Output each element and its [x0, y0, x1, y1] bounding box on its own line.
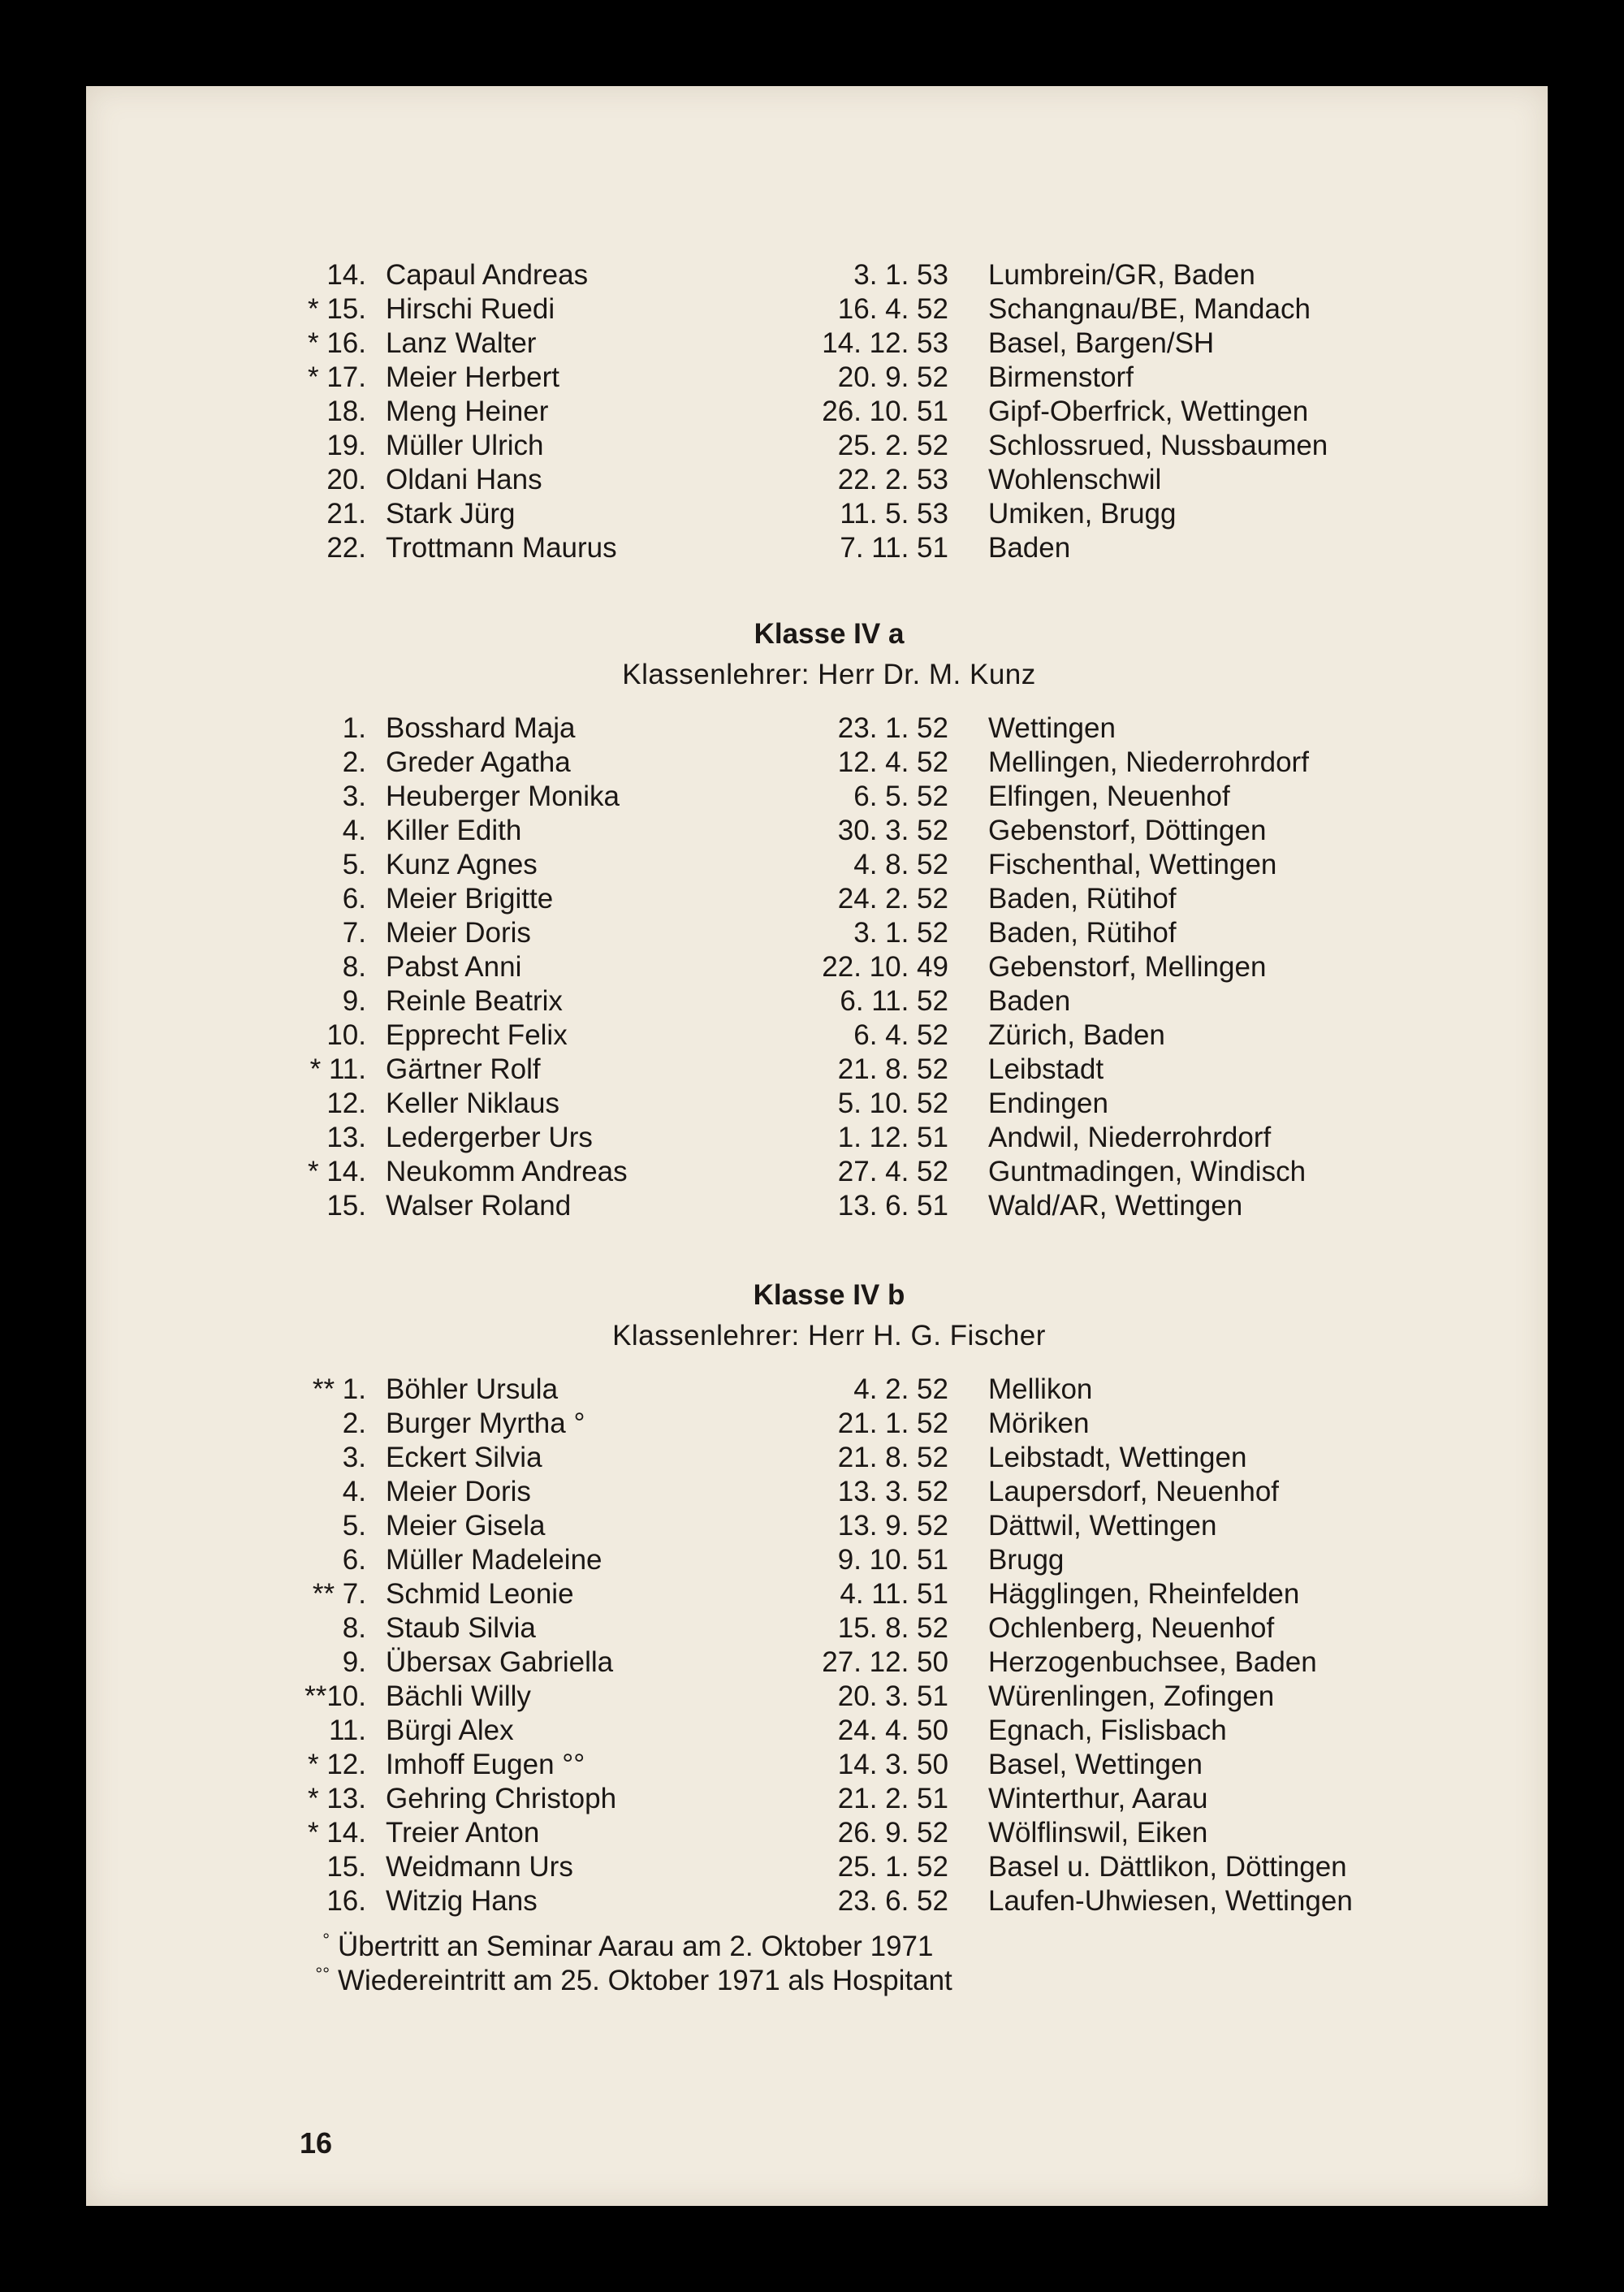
- entry-name: Müller Madeleine: [386, 1544, 603, 1576]
- entry-place: Dättwil, Wettingen: [988, 1510, 1217, 1542]
- list-row: [86, 780, 1548, 814]
- entry-number: 14.: [326, 259, 366, 291]
- entry-place: Möriken: [988, 1408, 1090, 1439]
- entry-number: * 15.: [308, 293, 366, 325]
- list-row: [86, 463, 1548, 497]
- entry-date: 11. 5. 53: [840, 498, 948, 530]
- entry-place: Zürich, Baden: [988, 1019, 1165, 1051]
- entry-place: Schlossrued, Nussbaumen: [988, 430, 1328, 461]
- entry-place: Basel, Bargen/SH: [988, 327, 1215, 359]
- entry-name: Böhler Ursula: [386, 1373, 559, 1405]
- list-row: [86, 1441, 1548, 1475]
- entry-date: 20. 9. 52: [837, 361, 948, 393]
- entry-place: Umiken, Brugg: [988, 498, 1177, 530]
- entry-name: Eckert Silvia: [386, 1442, 542, 1473]
- list-row: [86, 848, 1548, 882]
- entry-date: 14. 3. 50: [837, 1749, 948, 1780]
- entry-number: * 14.: [308, 1156, 366, 1187]
- entry-number: * 14.: [308, 1817, 366, 1849]
- entry-number: 21.: [326, 498, 366, 530]
- entry-name: Imhoff Eugen °°: [386, 1749, 585, 1780]
- document-page: [86, 86, 1548, 2206]
- entry-place: Wald/AR, Wettingen: [988, 1190, 1243, 1222]
- list-row: [86, 916, 1548, 950]
- entry-place: Wölflinswil, Eiken: [988, 1817, 1208, 1849]
- section-heading: Klasse IV a: [754, 618, 905, 650]
- entry-place: Basel, Wettingen: [988, 1749, 1203, 1780]
- entry-name: Kunz Agnes: [386, 849, 538, 880]
- entry-place: Leibstadt, Wettingen: [988, 1442, 1247, 1473]
- entry-name: Meier Brigitte: [386, 883, 554, 915]
- entry-place: Baden: [988, 532, 1071, 564]
- entry-number: 18.: [326, 396, 366, 427]
- list-row: [86, 1714, 1548, 1748]
- section-heading: Klasse IV b: [753, 1279, 905, 1311]
- entry-number: 15.: [326, 1190, 366, 1222]
- list-row: [86, 1407, 1548, 1441]
- entry-place: Mellikon: [988, 1373, 1093, 1405]
- entry-number: 8.: [342, 951, 366, 983]
- entry-date: 27. 12. 50: [822, 1646, 948, 1678]
- list-row: [86, 395, 1548, 429]
- entry-place: Hägglingen, Rheinfelden: [988, 1578, 1300, 1610]
- list-row: [86, 1850, 1548, 1884]
- list-row: [86, 1748, 1548, 1782]
- entry-place: Laufen-Uhwiesen, Wettingen: [988, 1885, 1353, 1917]
- entry-name: Trottmann Maurus: [386, 532, 617, 564]
- entry-number: 19.: [326, 430, 366, 461]
- list-row: [86, 1087, 1548, 1121]
- entry-date: 13. 3. 52: [837, 1476, 948, 1507]
- entry-number: 22.: [326, 532, 366, 564]
- entry-place: Leibstadt: [988, 1053, 1104, 1085]
- entry-name: Reinle Beatrix: [386, 985, 563, 1017]
- entry-name: Staub Silvia: [386, 1612, 536, 1644]
- list-row: [86, 1680, 1548, 1714]
- entry-date: 21. 1. 52: [837, 1408, 948, 1439]
- entry-name: Greder Agatha: [386, 746, 571, 778]
- entry-name: Meier Doris: [386, 917, 531, 949]
- entry-name: Walser Roland: [386, 1190, 572, 1222]
- list-row: [86, 292, 1548, 327]
- entry-date: 7. 11. 51: [840, 532, 948, 564]
- entry-place: Schangnau/BE, Mandach: [988, 293, 1311, 325]
- list-row: [86, 1543, 1548, 1577]
- entry-number: 1.: [342, 712, 366, 744]
- entry-date: 6. 11. 52: [840, 985, 948, 1017]
- entry-date: 22. 10. 49: [822, 951, 948, 983]
- entry-number: 2.: [342, 746, 366, 778]
- entry-number: 3.: [342, 1442, 366, 1473]
- entry-place: Herzogenbuchsee, Baden: [988, 1646, 1317, 1678]
- list-row: [86, 1816, 1548, 1850]
- entry-name: Schmid Leonie: [386, 1578, 574, 1610]
- entry-number: * 11.: [309, 1053, 366, 1085]
- entry-name: Heuberger Monika: [386, 781, 620, 812]
- entry-date: 24. 2. 52: [837, 883, 948, 915]
- entry-date: 13. 9. 52: [837, 1510, 948, 1542]
- entry-date: 26. 10. 51: [822, 396, 948, 427]
- entry-place: Basel u. Dättlikon, Döttingen: [988, 1851, 1347, 1883]
- entry-number: 4.: [342, 815, 366, 846]
- entry-number: ** 7.: [312, 1578, 366, 1610]
- entry-date: 20. 3. 51: [837, 1680, 948, 1712]
- entry-date: 26. 9. 52: [837, 1817, 948, 1849]
- list-row: [86, 531, 1548, 565]
- entry-name: Treier Anton: [386, 1817, 540, 1849]
- entry-place: Endingen: [988, 1088, 1108, 1119]
- entry-date: 6. 5. 52: [853, 781, 948, 812]
- entry-name: Meier Herbert: [386, 361, 559, 393]
- list-row: [86, 882, 1548, 916]
- footnote-mark: °°: [315, 1964, 330, 1984]
- list-row: [86, 1121, 1548, 1155]
- entry-number: 6.: [342, 1544, 366, 1576]
- entry-date: 4. 11. 51: [840, 1578, 948, 1610]
- entry-date: 24. 4. 50: [837, 1715, 948, 1746]
- entry-name: Stark Jürg: [386, 498, 516, 530]
- list-row: [86, 814, 1548, 848]
- entry-name: Weidmann Urs: [386, 1851, 573, 1883]
- entry-number: * 12.: [308, 1749, 366, 1780]
- entry-place: Laupersdorf, Neuenhof: [988, 1476, 1280, 1507]
- entry-number: 4.: [342, 1476, 366, 1507]
- list-row: [86, 1373, 1548, 1407]
- entry-place: Birmenstorf: [988, 361, 1134, 393]
- entry-number: 13.: [326, 1122, 366, 1153]
- entry-date: 16. 4. 52: [837, 293, 948, 325]
- entry-number: 2.: [342, 1408, 366, 1439]
- list-row: [86, 1018, 1548, 1053]
- list-row: [86, 1053, 1548, 1087]
- entry-date: 30. 3. 52: [837, 815, 948, 846]
- entry-name: Ledergerber Urs: [386, 1122, 593, 1153]
- entry-name: Keller Niklaus: [386, 1088, 559, 1119]
- entry-name: Lanz Walter: [386, 327, 537, 359]
- list-row: [86, 984, 1548, 1018]
- entry-place: Wohlenschwil: [988, 464, 1162, 495]
- entry-place: Gebenstorf, Mellingen: [988, 951, 1267, 983]
- entry-number: 15.: [326, 1851, 366, 1883]
- entry-number: * 13.: [308, 1783, 366, 1814]
- entry-date: 1. 12. 51: [837, 1122, 948, 1153]
- entry-number: 6.: [342, 883, 366, 915]
- entry-number: 5.: [342, 1510, 366, 1542]
- entry-name: Bächli Willy: [386, 1680, 531, 1712]
- entry-name: Epprecht Felix: [386, 1019, 568, 1051]
- entry-place: Elfingen, Neuenhof: [988, 781, 1230, 812]
- entry-date: 21. 8. 52: [837, 1442, 948, 1473]
- entry-place: Gipf-Oberfrick, Wettingen: [988, 396, 1309, 427]
- entry-number: 8.: [342, 1612, 366, 1644]
- entry-date: 27. 4. 52: [837, 1156, 948, 1187]
- entry-date: 22. 2. 53: [837, 464, 948, 495]
- entry-date: 5. 10. 52: [837, 1088, 948, 1119]
- entry-number: 10.: [326, 1019, 366, 1051]
- entry-date: 23. 1. 52: [837, 712, 948, 744]
- list-row: [86, 1884, 1548, 1918]
- entry-date: 3. 1. 53: [853, 259, 948, 291]
- entry-place: Lumbrein/GR, Baden: [988, 259, 1255, 291]
- entry-place: Baden, Rütihof: [988, 883, 1177, 915]
- entry-number: 7.: [342, 917, 366, 949]
- entry-number: 5.: [342, 849, 366, 880]
- entry-number: **10.: [304, 1680, 366, 1712]
- entry-date: 4. 8. 52: [853, 849, 948, 880]
- entry-date: 25. 1. 52: [837, 1851, 948, 1883]
- list-row: [86, 1577, 1548, 1611]
- footnote-text: Übertritt an Seminar Aarau am 2. Oktober 1971: [338, 1931, 934, 1962]
- list-row: [86, 497, 1548, 531]
- entry-date: 4. 2. 52: [853, 1373, 948, 1405]
- entry-date: 9. 10. 51: [837, 1544, 948, 1576]
- entry-place: Fischenthal, Wettingen: [988, 849, 1277, 880]
- list-row: [86, 746, 1548, 780]
- entry-number: 9.: [342, 1646, 366, 1678]
- entry-date: 25. 2. 52: [837, 430, 948, 461]
- entry-place: Winterthur, Aarau: [988, 1783, 1208, 1814]
- entry-name: Gärtner Rolf: [386, 1053, 541, 1085]
- entry-date: 6. 4. 52: [853, 1019, 948, 1051]
- list-row: [86, 1475, 1548, 1509]
- entry-number: 11.: [328, 1715, 366, 1746]
- entry-number: 9.: [342, 985, 366, 1017]
- entry-date: 15. 8. 52: [837, 1612, 948, 1644]
- section-teacher: Klassenlehrer: Herr Dr. M. Kunz: [622, 659, 1036, 690]
- entry-name: Müller Ulrich: [386, 430, 544, 461]
- list-row: [86, 1782, 1548, 1816]
- entry-name: Burger Myrtha °: [386, 1408, 585, 1439]
- list-row: [86, 711, 1548, 746]
- entry-name: Gehring Christoph: [386, 1783, 617, 1814]
- entry-name: Pabst Anni: [386, 951, 522, 983]
- entry-name: Killer Edith: [386, 815, 522, 846]
- entry-place: Mellingen, Niederrohrdorf: [988, 746, 1309, 778]
- list-row: [86, 361, 1548, 395]
- footnote-mark: °: [322, 1930, 330, 1950]
- entry-date: 23. 6. 52: [837, 1885, 948, 1917]
- list-row: [86, 1645, 1548, 1680]
- entry-name: Neukomm Andreas: [386, 1156, 628, 1187]
- entry-place: Ochlenberg, Neuenhof: [988, 1612, 1275, 1644]
- entry-number: 12.: [326, 1088, 366, 1119]
- list-row: [86, 1155, 1548, 1189]
- footnote-text: Wiedereintritt am 25. Oktober 1971 als Hospitant: [338, 1965, 952, 1996]
- entry-place: Brugg: [988, 1544, 1065, 1576]
- entry-name: Meier Doris: [386, 1476, 531, 1507]
- entry-date: 14. 12. 53: [822, 327, 948, 359]
- list-row: [86, 327, 1548, 361]
- entry-name: Übersax Gabriella: [386, 1646, 614, 1678]
- entry-name: Meier Gisela: [386, 1510, 546, 1542]
- entry-place: Wettingen: [988, 712, 1116, 744]
- entry-place: Gebenstorf, Döttingen: [988, 815, 1267, 846]
- entry-date: 3. 1. 52: [853, 917, 948, 949]
- entry-number: ** 1.: [312, 1373, 366, 1405]
- list-row: [86, 950, 1548, 984]
- footnote: [86, 1964, 1548, 1998]
- entry-number: * 16.: [308, 327, 366, 359]
- entry-number: * 17.: [308, 361, 366, 393]
- entry-place: Würenlingen, Zofingen: [988, 1680, 1275, 1712]
- entry-number: 20.: [326, 464, 366, 495]
- entry-number: 16.: [326, 1885, 366, 1917]
- entry-name: Bosshard Maja: [386, 712, 576, 744]
- entry-place: Egnach, Fislisbach: [988, 1715, 1227, 1746]
- list-row: [86, 1189, 1548, 1223]
- entry-name: Meng Heiner: [386, 396, 549, 427]
- list-row: [86, 1611, 1548, 1645]
- entry-name: Capaul Andreas: [386, 259, 589, 291]
- entry-place: Guntmadingen, Windisch: [988, 1156, 1307, 1187]
- list-row: [86, 429, 1548, 463]
- entry-name: Bürgi Alex: [386, 1715, 514, 1746]
- entry-date: 13. 6. 51: [837, 1190, 948, 1222]
- entry-place: Baden: [988, 985, 1071, 1017]
- entry-place: Andwil, Niederrohrdorf: [988, 1122, 1272, 1153]
- list-row: [86, 1509, 1548, 1543]
- entry-place: Baden, Rütihof: [988, 917, 1177, 949]
- entry-name: Hirschi Ruedi: [386, 293, 555, 325]
- page-number: 16: [300, 2126, 333, 2160]
- section-teacher: Klassenlehrer: Herr H. G. Fischer: [612, 1320, 1046, 1351]
- entry-name: Oldani Hans: [386, 464, 542, 495]
- list-row: [86, 258, 1548, 292]
- entry-name: Witzig Hans: [386, 1885, 538, 1917]
- entry-date: 12. 4. 52: [837, 746, 948, 778]
- entry-date: 21. 8. 52: [837, 1053, 948, 1085]
- entry-number: 3.: [342, 781, 366, 812]
- entry-date: 21. 2. 51: [837, 1783, 948, 1814]
